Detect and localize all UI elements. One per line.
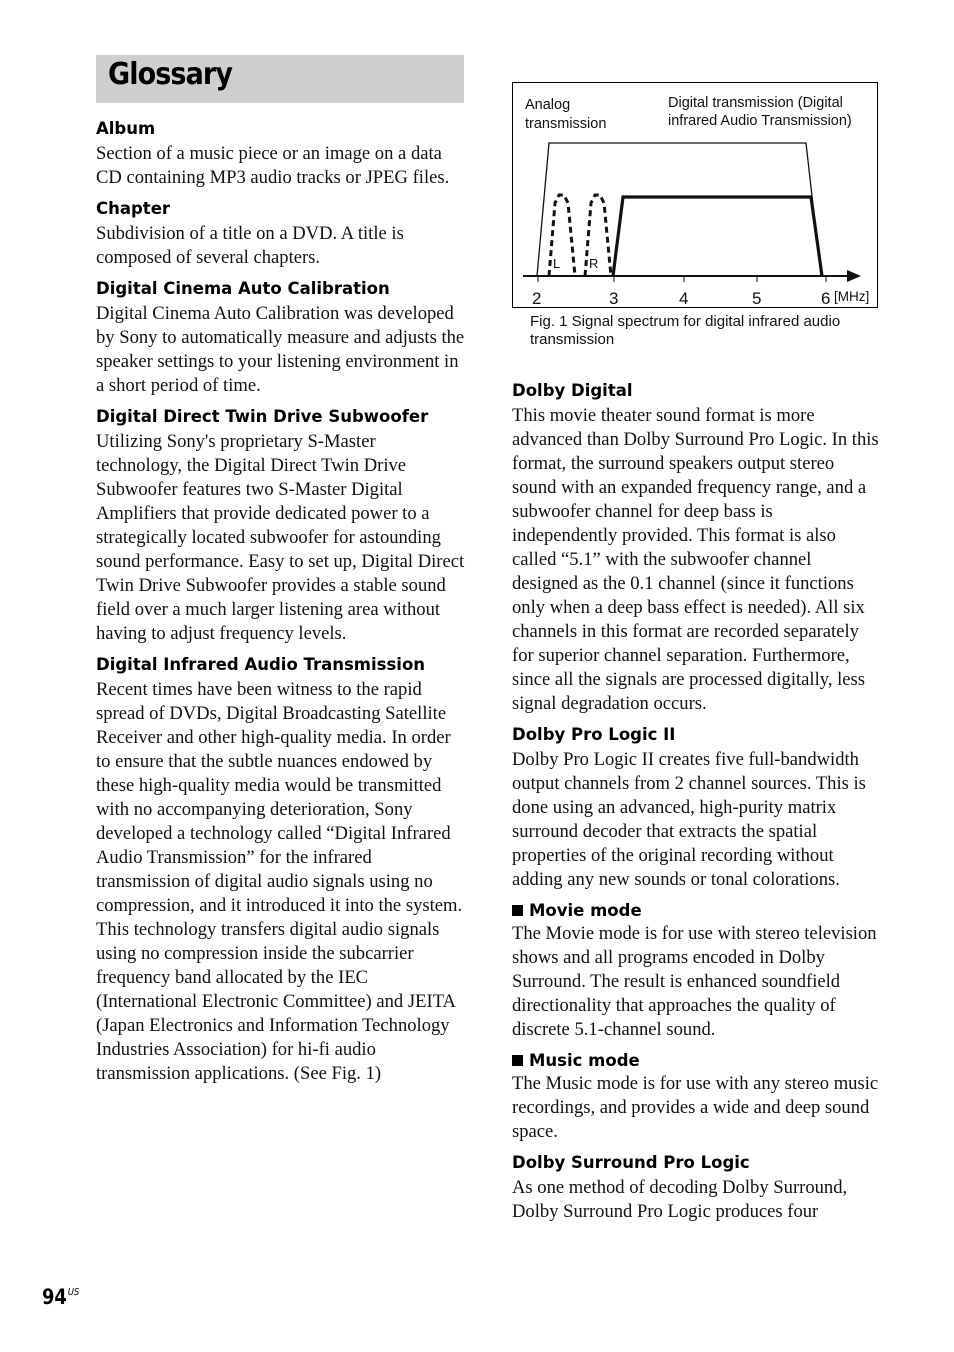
term-dolby-digital: Dolby Digital [512,381,633,400]
right-column [512,380,882,1232]
term-chapter: Chapter [96,199,171,218]
definition-music-mode: The Music mode is for use with any stereo music recordings, and provides a wide and deep sound space. [512,1073,879,1142]
page-region-suffix: US [67,1287,80,1298]
entry-chapter [96,198,466,270]
digital-envelope-line [613,197,822,276]
square-bullet-icon [512,905,523,916]
definition-digital-cinema-auto-calibration: Digital Cinema Auto Calibration was developed by Sony to automatically measure and adjusts the speaker settings to your listening environment in a short period of time. [96,303,465,396]
page-number [42,1285,79,1309]
term-album: Album [96,119,156,138]
label-digital-line1: Digital transmission (Digital [668,95,843,111]
tick-label-2: 2 [532,289,542,307]
term-dolby-surround-pro-logic: Dolby Surround Pro Logic [512,1153,750,1172]
entry-music-mode [512,1050,882,1144]
entry-digital-infrared-audio-transmission [96,654,466,1086]
definition-album: Section of a music piece or an image on a data CD containing MP3 audio tracks or JPEG files. [96,143,450,188]
term-dolby-pro-logic-ii: Dolby Pro Logic II [512,725,676,744]
term-digital-direct-twin-drive-subwoofer: Digital Direct Twin Drive Subwoofer [96,407,429,426]
subterm-music-mode [512,1050,882,1072]
tick-label-4: 4 [679,289,689,307]
x-axis-unit: [MHz] [834,289,870,304]
left-column [96,118,466,1094]
definition-chapter: Subdivision of a title on a DVD. A title is composed of several chapters. [96,223,404,268]
glossary-title-bar [96,55,464,103]
label-channel-r: R [589,256,599,271]
definition-digital-infrared-audio-transmission-p1: Recent times have been witness to the rapid spread of DVDs, Digital Broadcasting Satellite Receiver and other high-quality media. In order to ensure that the subtle nuances endowed by these high-quality media would be transmitted with no accompanying deterioration, Sony developed a technology called “Digital Infrared Audio Transmission” for the infrared transmission of digital audio signals using no compression, and it introduced it into the system. [96,679,463,916]
label-analog-line2: transmission [525,116,607,132]
definition-digital-infrared-audio-transmission-p2: This technology transfers digital audio signals using no compression inside the subcarrier frequency band allocated by the IEC (International Electronic Committee) and JEITA (Japan Electronics and Information Technology Industries Association) for hi-fi audio transmission applications. (See Fig. 1) [96,919,455,1084]
entry-digital-direct-twin-drive-subwoofer [96,406,466,646]
label-digital-line2: infrared Audio Transmission) [668,113,852,129]
term-digital-infrared-audio-transmission: Digital Infrared Audio Transmission [96,655,426,674]
figure-caption: Fig. 1 Signal spectrum for digital infrared audio transmission [530,313,841,348]
definition-movie-mode: The Movie mode is for use with stereo television shows and all programs encoded in Dolby Surround. The result is enhanced soundfield directionality that approaches the quality of discrete 5.1-channel sound. [512,923,877,1040]
definition-dolby-pro-logic-ii: Dolby Pro Logic II creates five full-bandwidth output channels from 2 channel sources. This is done using an advanced, high-purity matrix surround decoder that extracts the spatial properties of the original recording without adding any new sounds or tonal colorations. [512,749,866,890]
analog-envelope-line [537,143,821,276]
entry-digital-cinema-auto-calibration [96,278,466,398]
entry-dolby-digital [512,380,882,716]
definition-dolby-digital: This movie theater sound format is more advanced than Dolby Surround Pro Logic. In this format, the surround speakers output stereo sound with an expanded frequency range, and a subwoofer channel for deep bass is independently provided. This format is also called “5.1” with the subwoofer channel designed as the 0.1 channel (since it functions only when a deep bass effect is needed). All six channels in this format are recorded separately for superior channel separation. Furthermore, since all the signals are processed digitally, less signal degradation occurs. [512,405,879,714]
tick-label-3: 3 [609,289,619,307]
subterm-music-mode-label: Music mode [529,1051,640,1070]
label-analog-line1: Analog [525,97,571,113]
term-digital-cinema-auto-calibration: Digital Cinema Auto Calibration [96,279,390,298]
signal-spectrum-figure [512,82,878,308]
page-title: Glossary [108,57,233,92]
tick-label-6: 6 [821,289,831,307]
subterm-movie-mode [512,900,882,922]
tick-label-5: 5 [752,289,762,307]
definition-dolby-surround-pro-logic: As one method of decoding Dolby Surround, Dolby Surround Pro Logic produces four [512,1177,848,1222]
x-axis-arrow-icon [847,270,861,282]
page-number-value: 94 [42,1285,67,1309]
entry-dolby-surround-pro-logic [512,1152,882,1224]
entry-dolby-pro-logic-ii [512,724,882,892]
signal-spectrum-chart [513,83,877,307]
square-bullet-icon [512,1055,523,1066]
entry-movie-mode [512,900,882,1042]
entry-album [96,118,466,190]
label-channel-l: L [553,256,561,271]
definition-digital-direct-twin-drive-subwoofer: Utilizing Sony's proprietary S-Master technology, the Digital Direct Twin Drive Subwoofer features two S-Master Digital Amplifiers that provide dedicated power to a strategically located subwoofer for astounding sound performance. Easy to set up, Digital Direct Twin Drive Subwoofer provides a stable sound field over a much larger listening area without having to adjust frequency levels. [96,431,465,644]
subterm-movie-mode-label: Movie mode [529,901,642,920]
